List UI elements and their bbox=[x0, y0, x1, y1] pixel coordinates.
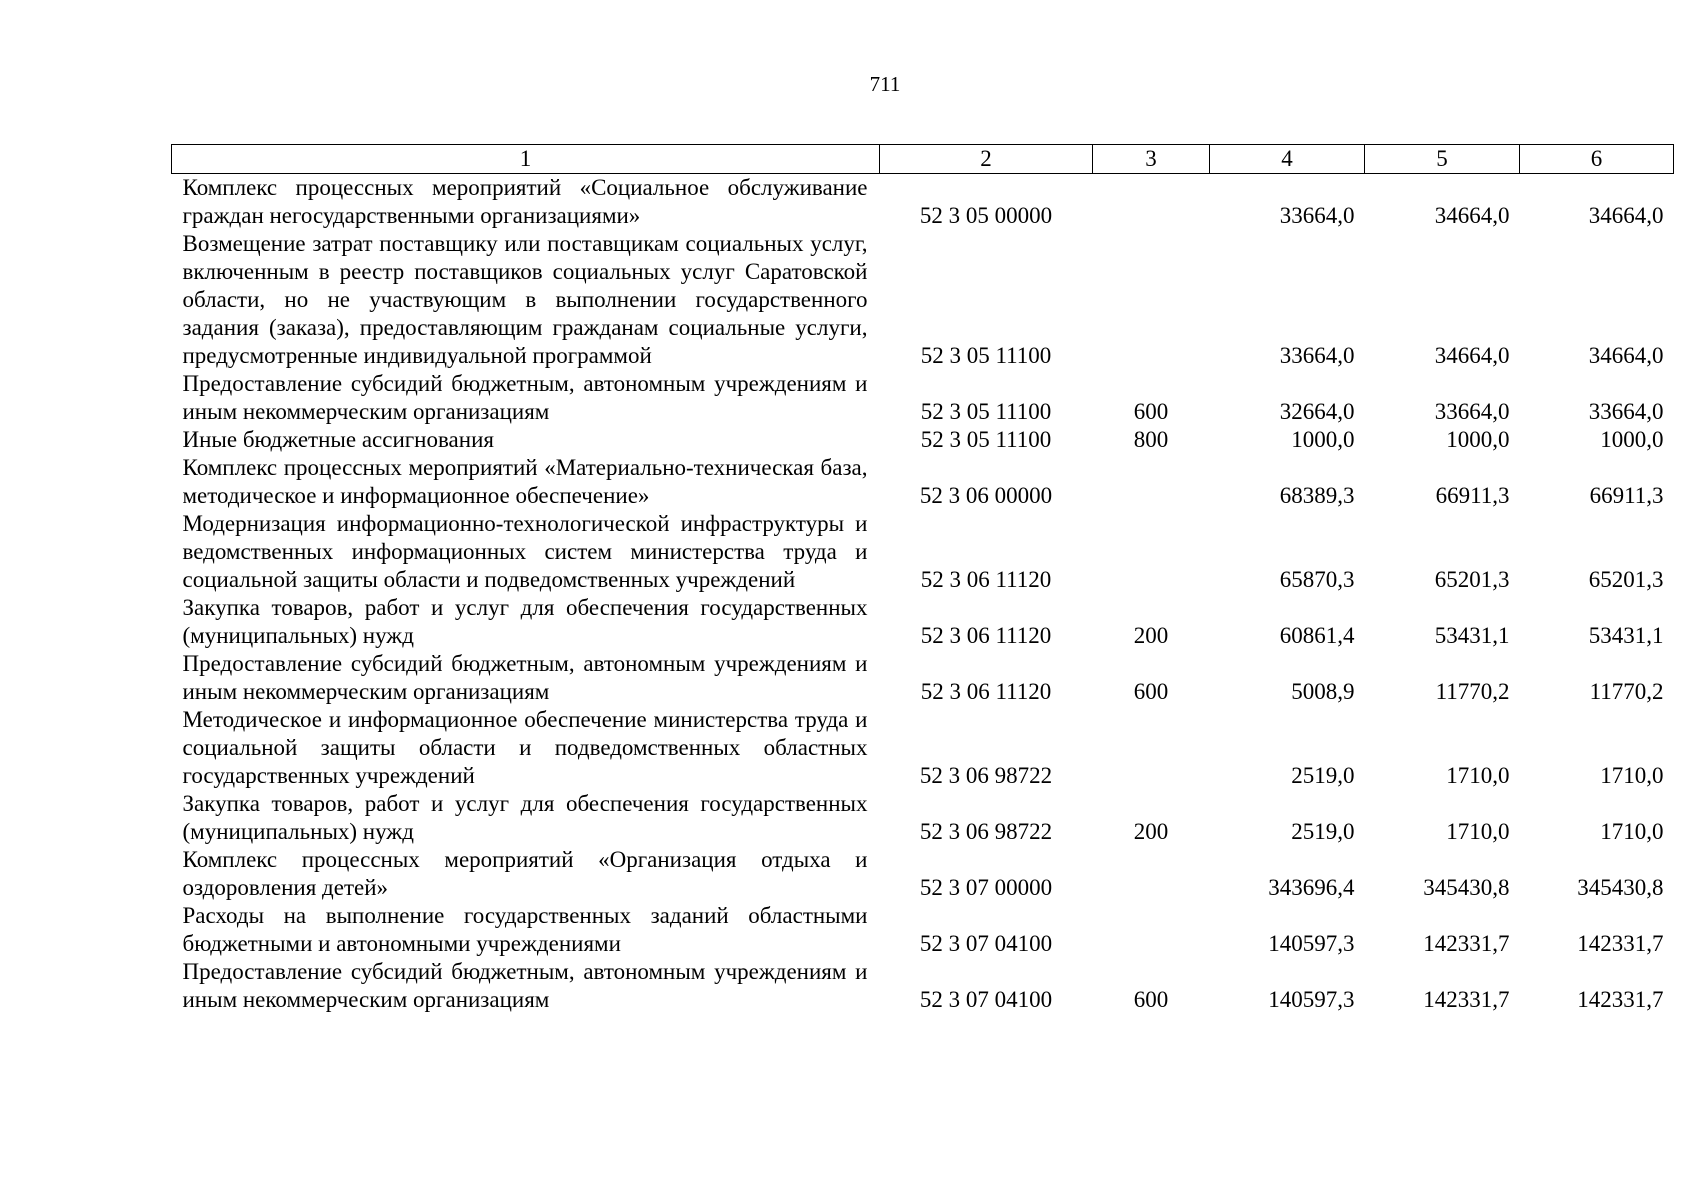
table-body bbox=[172, 174, 1674, 1015]
row-name: Закупка товаров, работ и услуг для обеспечения государственных (муниципальных) нужд bbox=[182, 595, 868, 648]
row-value-4: 65870,3 bbox=[1279, 567, 1355, 592]
row-value-6: 1000,0 bbox=[1600, 427, 1664, 452]
row-value-4: 32664,0 bbox=[1279, 399, 1355, 424]
row-code: 52 3 07 00000 bbox=[919, 875, 1053, 900]
row-value-4: 2519,0 bbox=[1291, 763, 1355, 788]
row-value-6: 1710,0 bbox=[1600, 763, 1664, 788]
table-row bbox=[172, 510, 1674, 594]
row-expense-type bbox=[1093, 902, 1210, 958]
row-name: Предоставление субсидий бюджетным, автономным учреждениям и иным некоммерческим организациям bbox=[182, 959, 868, 1012]
row-value-5: 33664,0 bbox=[1434, 399, 1510, 424]
row-expense-type bbox=[1093, 230, 1210, 370]
row-value-6: 65201,3 bbox=[1588, 567, 1664, 592]
row-value-4: 343696,4 bbox=[1268, 875, 1355, 900]
column-header-1: 1 bbox=[172, 145, 880, 174]
table-row bbox=[172, 594, 1674, 650]
page-number: 711 bbox=[869, 72, 901, 96]
row-value-4: 68389,3 bbox=[1279, 483, 1355, 508]
row-expense-type: 600 bbox=[1133, 679, 1169, 704]
table-row bbox=[172, 706, 1674, 790]
row-value-5: 345430,8 bbox=[1423, 875, 1510, 900]
row-value-5: 34664,0 bbox=[1434, 203, 1510, 228]
column-header-6: 6 bbox=[1520, 145, 1674, 174]
row-code: 52 3 05 11100 bbox=[920, 399, 1052, 424]
header-row bbox=[172, 145, 1674, 174]
row-code: 52 3 06 00000 bbox=[919, 483, 1053, 508]
row-value-5: 65201,3 bbox=[1434, 567, 1510, 592]
column-header-2: 2 bbox=[880, 145, 1093, 174]
row-value-5: 142331,7 bbox=[1423, 987, 1510, 1012]
row-value-6: 142331,7 bbox=[1577, 931, 1664, 956]
row-value-4: 140597,3 bbox=[1268, 931, 1355, 956]
row-value-6: 345430,8 bbox=[1577, 875, 1664, 900]
row-name: Иные бюджетные ассигнования bbox=[182, 427, 494, 452]
row-value-4: 60861,4 bbox=[1279, 623, 1355, 648]
table-row bbox=[172, 650, 1674, 706]
row-value-4: 1000,0 bbox=[1291, 427, 1355, 452]
row-value-4: 33664,0 bbox=[1279, 203, 1355, 228]
row-name: Комплекс процессных мероприятий «Организация отдыха и оздоровления детей» bbox=[182, 847, 868, 900]
row-value-6: 53431,1 bbox=[1588, 623, 1664, 648]
row-code: 52 3 06 98722 bbox=[919, 819, 1053, 844]
row-expense-type bbox=[1093, 706, 1210, 790]
table-row bbox=[172, 230, 1674, 370]
table-row bbox=[172, 454, 1674, 510]
column-header-3: 3 bbox=[1093, 145, 1210, 174]
row-expense-type bbox=[1093, 510, 1210, 594]
row-expense-type: 200 bbox=[1133, 623, 1169, 648]
row-expense-type: 200 bbox=[1133, 819, 1169, 844]
row-code: 52 3 06 98722 bbox=[919, 763, 1053, 788]
column-header-4: 4 bbox=[1210, 145, 1365, 174]
row-name: Возмещение затрат поставщику или поставщикам социальных услуг, включенным в реестр поставщиков социальных услуг Саратовской области, но не участвующим в выполнении государственного задания (заказа), предоставляющим гражданам социальные услуги, предусмотренные индивидуальной программой bbox=[182, 231, 868, 368]
row-value-5: 53431,1 bbox=[1434, 623, 1510, 648]
row-value-5: 1000,0 bbox=[1446, 427, 1510, 452]
row-name: Закупка товаров, работ и услуг для обеспечения государственных (муниципальных) нужд bbox=[182, 791, 868, 844]
table-row bbox=[172, 846, 1674, 902]
table-row bbox=[172, 174, 1674, 231]
row-value-6: 66911,3 bbox=[1589, 483, 1664, 508]
row-name: Предоставление субсидий бюджетным, автономным учреждениям и иным некоммерческим организациям bbox=[182, 371, 868, 424]
row-value-4: 5008,9 bbox=[1291, 679, 1355, 704]
row-value-5: 1710,0 bbox=[1446, 819, 1510, 844]
row-code: 52 3 05 00000 bbox=[919, 203, 1053, 228]
row-value-6: 34664,0 bbox=[1588, 343, 1664, 368]
row-name: Методическое и информационное обеспечение министерства труда и социальной защиты области и подведомственных областных государственных учреждений bbox=[182, 707, 868, 788]
row-value-4: 2519,0 bbox=[1291, 819, 1355, 844]
row-expense-type bbox=[1093, 454, 1210, 510]
row-value-4: 140597,3 bbox=[1268, 987, 1355, 1012]
row-value-4: 33664,0 bbox=[1279, 343, 1355, 368]
table-row bbox=[172, 426, 1674, 454]
row-value-5: 1710,0 bbox=[1446, 763, 1510, 788]
column-header-5: 5 bbox=[1365, 145, 1520, 174]
row-code: 52 3 06 11120 bbox=[920, 567, 1052, 592]
row-expense-type: 600 bbox=[1133, 399, 1169, 424]
row-value-5: 142331,7 bbox=[1423, 931, 1510, 956]
row-code: 52 3 07 04100 bbox=[919, 931, 1053, 956]
row-expense-type: 800 bbox=[1133, 427, 1169, 452]
row-value-6: 1710,0 bbox=[1600, 819, 1664, 844]
row-value-6: 11770,2 bbox=[1589, 679, 1664, 704]
row-expense-type bbox=[1093, 846, 1210, 902]
row-code: 52 3 05 11100 bbox=[920, 427, 1052, 452]
row-value-6: 33664,0 bbox=[1588, 399, 1664, 424]
table-row bbox=[172, 902, 1674, 958]
table-header bbox=[172, 145, 1674, 174]
row-code: 52 3 07 04100 bbox=[919, 987, 1053, 1012]
row-expense-type bbox=[1093, 174, 1210, 231]
row-value-5: 11770,2 bbox=[1435, 679, 1510, 704]
row-name: Модернизация информационно-технологической инфраструктуры и ведомственных информационных систем министерства труда и социальной защиты области и подведомственных учреждений bbox=[182, 511, 868, 592]
table-row bbox=[172, 958, 1674, 1014]
row-code: 52 3 05 11100 bbox=[920, 343, 1052, 368]
row-expense-type: 600 bbox=[1133, 987, 1169, 1012]
row-code: 52 3 06 11120 bbox=[920, 623, 1052, 648]
row-code: 52 3 06 11120 bbox=[920, 679, 1052, 704]
row-name: Предоставление субсидий бюджетным, автономным учреждениям и иным некоммерческим организациям bbox=[182, 651, 868, 704]
row-value-5: 34664,0 bbox=[1434, 343, 1510, 368]
row-name: Комплекс процессных мероприятий «Материально-техническая база, методическое и информационное обеспечение» bbox=[182, 455, 868, 508]
budget-table bbox=[171, 144, 1674, 1014]
row-value-6: 142331,7 bbox=[1577, 987, 1664, 1012]
row-name: Комплекс процессных мероприятий «Социальное обслуживание граждан негосударственными организациями» bbox=[182, 175, 868, 228]
row-value-5: 66911,3 bbox=[1435, 483, 1510, 508]
row-value-6: 34664,0 bbox=[1588, 203, 1664, 228]
table-row bbox=[172, 790, 1674, 846]
row-name: Расходы на выполнение государственных заданий областными бюджетными и автономными учреждениями bbox=[182, 903, 868, 956]
table-row bbox=[172, 370, 1674, 426]
